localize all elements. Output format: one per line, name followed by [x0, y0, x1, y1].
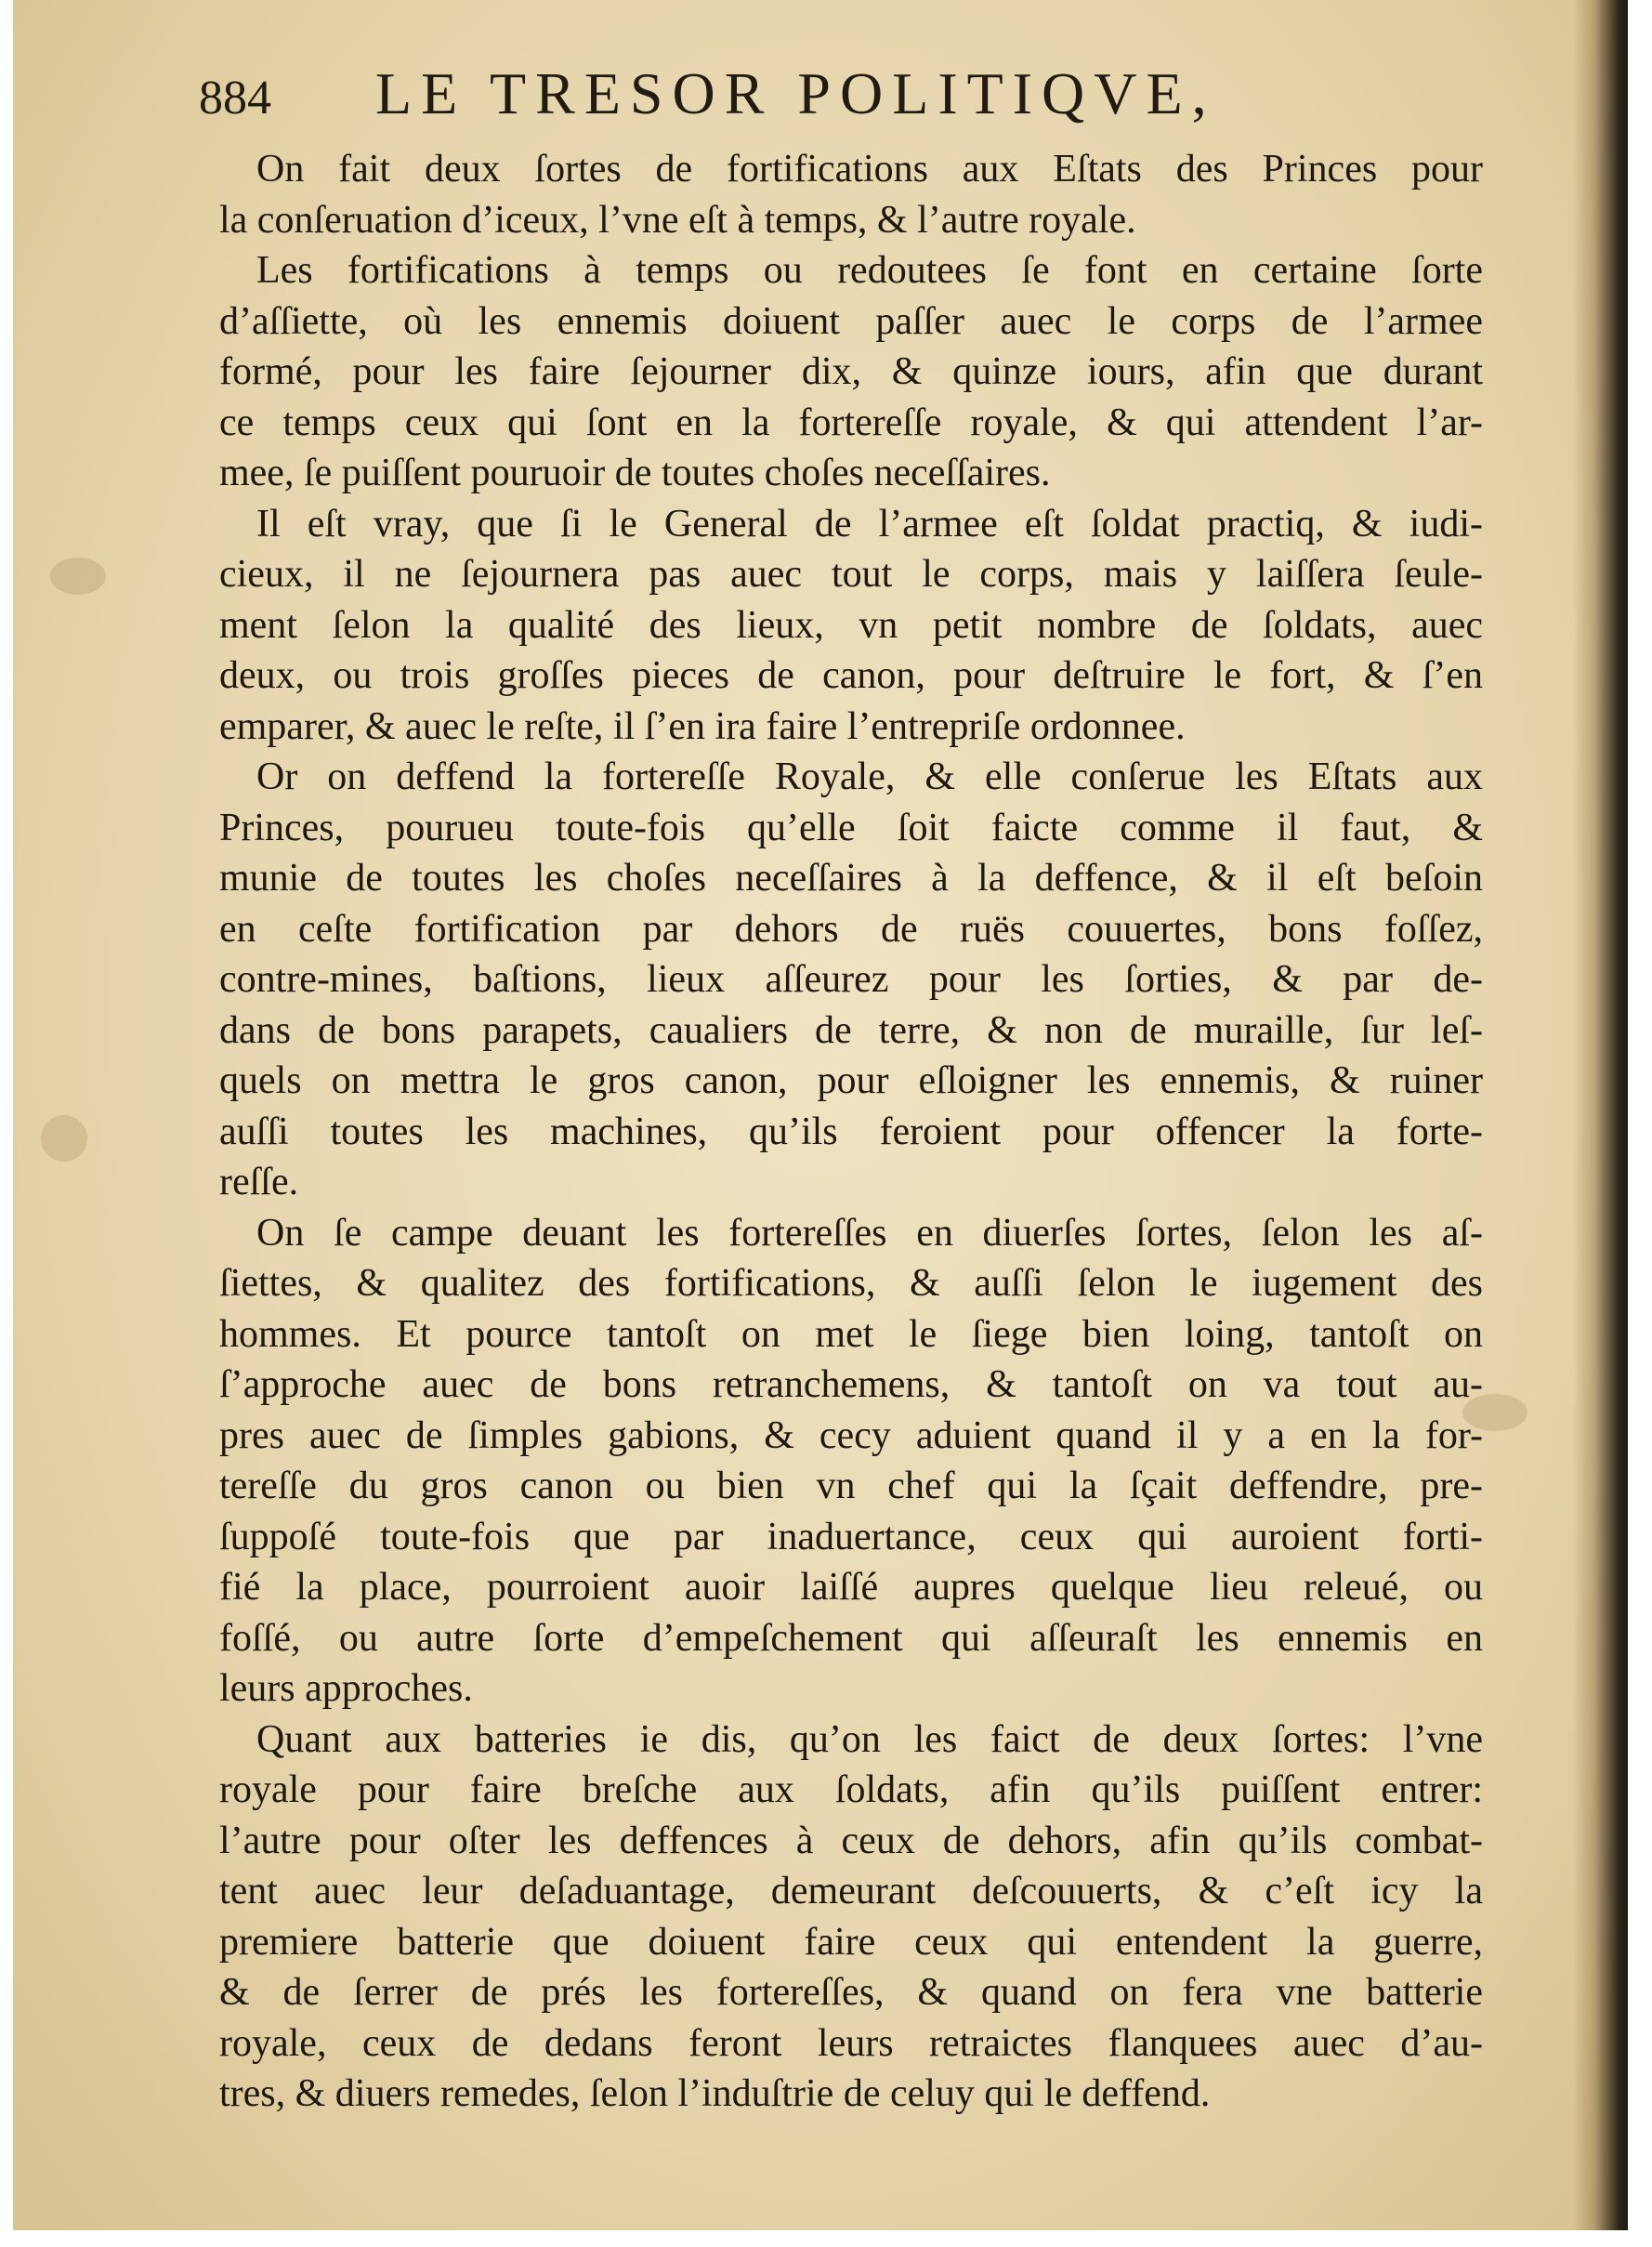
running-head: LE TRESOR POLITIQVE, — [375, 60, 1216, 126]
text-line: dans de bons parapets, caualiers de terre, & non de muraille, ſur leſ- — [219, 1008, 1483, 1052]
text-line: leurs approches. — [219, 1667, 473, 1710]
text-line: formé, pour les faire ſejourner dix, & quinze iours, afin que durant — [219, 350, 1483, 393]
text-line: deux, ou trois groſſes pieces de canon, pour deſtruire le fort, & ſ’en — [219, 654, 1483, 697]
text-line: royale pour faire breſche aux ſoldats, afin qu’ils puiſſent entrer: — [219, 1768, 1483, 1811]
text-line: royale, ceux de dedans feront leurs retraictes flanquees auec d’au- — [219, 2021, 1483, 2065]
text-line: auſſi toutes les machines, qu’ils feroient pour offencer la forte- — [219, 1110, 1483, 1153]
text-line: Princes, pourueu toute-fois qu’elle ſoit faicte comme il faut, & — [219, 806, 1483, 849]
paragraph — [219, 752, 1483, 1208]
text-line: tres, & diuers remedes, ſelon l’induſtrie de celuy qui le deffend. — [219, 2072, 1211, 2115]
text-line: quels on mettra le gros canon, pour eſloigner les ennemis, & ruiner — [219, 1059, 1483, 1102]
text-line: foſſé, ou autre ſorte d’empeſchement qui aſſeuraſt les ennemis en — [219, 1616, 1483, 1660]
text-line: ment ſelon la qualité des lieux, vn petit nombre de ſoldats, auec — [219, 603, 1483, 647]
text-line: On fait deux ſortes de fortifications aux Eſtats des Princes pour — [256, 148, 1483, 191]
paragraph — [219, 144, 1483, 245]
text-body — [219, 144, 1483, 2120]
text-line: On ſe campe deuant les fortereſſes en diuerſes ſortes, ſelon les aſ- — [256, 1211, 1483, 1255]
text-line: pres auec de ſimples gabions, & cecy aduient quand il y a en la for- — [219, 1413, 1483, 1457]
text-line: Les fortifications à temps ou redoutees ſe font en certaine ſorte — [256, 249, 1483, 292]
paragraph — [219, 1715, 1483, 2120]
text-line: d’aſſiette, où les ennemis doiuent paſſer auec le corps de l’armee — [219, 299, 1483, 343]
text-line: contre-mines, baſtions, lieux aſſeurez pour les ſorties, & par de- — [219, 958, 1483, 1001]
text-line: Il eſt vray, que ſi le General de l’armee eſt ſoldat practiq, & iudi- — [256, 502, 1483, 545]
paragraph — [219, 1208, 1483, 1715]
text-line: & de ſerrer de prés les fortereſſes, & quand on fera vne batterie — [219, 1971, 1483, 2014]
text-line: en ceſte fortification par dehors de ruës couuertes, bons foſſez, — [219, 907, 1483, 951]
page-number: 884 — [199, 72, 271, 125]
text-line: premiere batterie que doiuent faire ceux qui entendent la guerre, — [219, 1920, 1483, 1964]
book-page — [13, 0, 1628, 2230]
text-line: ſuppoſé toute-fois que par inaduertance, ceux qui auroient forti- — [219, 1515, 1483, 1558]
text-line: ſ’approche auec de bons retranchemens, & tantoſt on va tout au- — [219, 1363, 1483, 1406]
page-header — [199, 59, 1518, 139]
text-line: fié la place, pourroient auoir laiſſé aupres quelque lieu releué, ou — [219, 1566, 1483, 1609]
text-line: ce temps ceux qui ſont en la fortereſſe royale, & qui attendent l’ar- — [219, 401, 1483, 444]
text-line: tent auec leur deſaduantage, demeurant deſcouuerts, & c’eſt icy la — [219, 1870, 1483, 1912]
text-line: emparer, & auec le reſte, il ſ’en ira faire l’entrepriſe ordonnee. — [219, 704, 1186, 748]
text-line: hommes. Et pource tantoſt on met le ſiege bien loing, tantoſt on — [219, 1312, 1483, 1356]
text-line: Quant aux batteries ie dis, qu’on les faict de deux ſortes: l’vne — [256, 1717, 1483, 1761]
text-line: tereſſe du gros canon ou bien vn chef qui la ſçait deffendre, pre- — [219, 1465, 1483, 1507]
paragraph — [219, 245, 1483, 499]
text-line: cieux, il ne ſejournera pas auec tout le corps, mais y laiſſera ſeule- — [219, 553, 1483, 596]
text-line: l’autre pour oſter les deffences à ceux de dehors, afin qu’ils combat- — [219, 1819, 1483, 1862]
paragraph — [219, 499, 1483, 753]
text-line: munie de toutes les choſes neceſſaires à la deffence, & il eſt beſoin — [219, 857, 1483, 900]
text-line: mee, ſe puiſſent pouruoir de toutes choſes neceſſaires. — [219, 452, 1051, 494]
text-line: la conſeruation d’iceux, l’vne eſt à temps, & l’autre royale. — [219, 198, 1136, 242]
text-line: Or on deffend la fortereſſe Royale, & elle conſerue les Eſtats aux — [256, 756, 1483, 798]
page-gutter-shadow — [1572, 0, 1628, 2230]
text-line: reſſe. — [219, 1161, 299, 1203]
text-line: ſiettes, & qualitez des fortifications, & auſſi ſelon le iugement des — [219, 1262, 1483, 1305]
